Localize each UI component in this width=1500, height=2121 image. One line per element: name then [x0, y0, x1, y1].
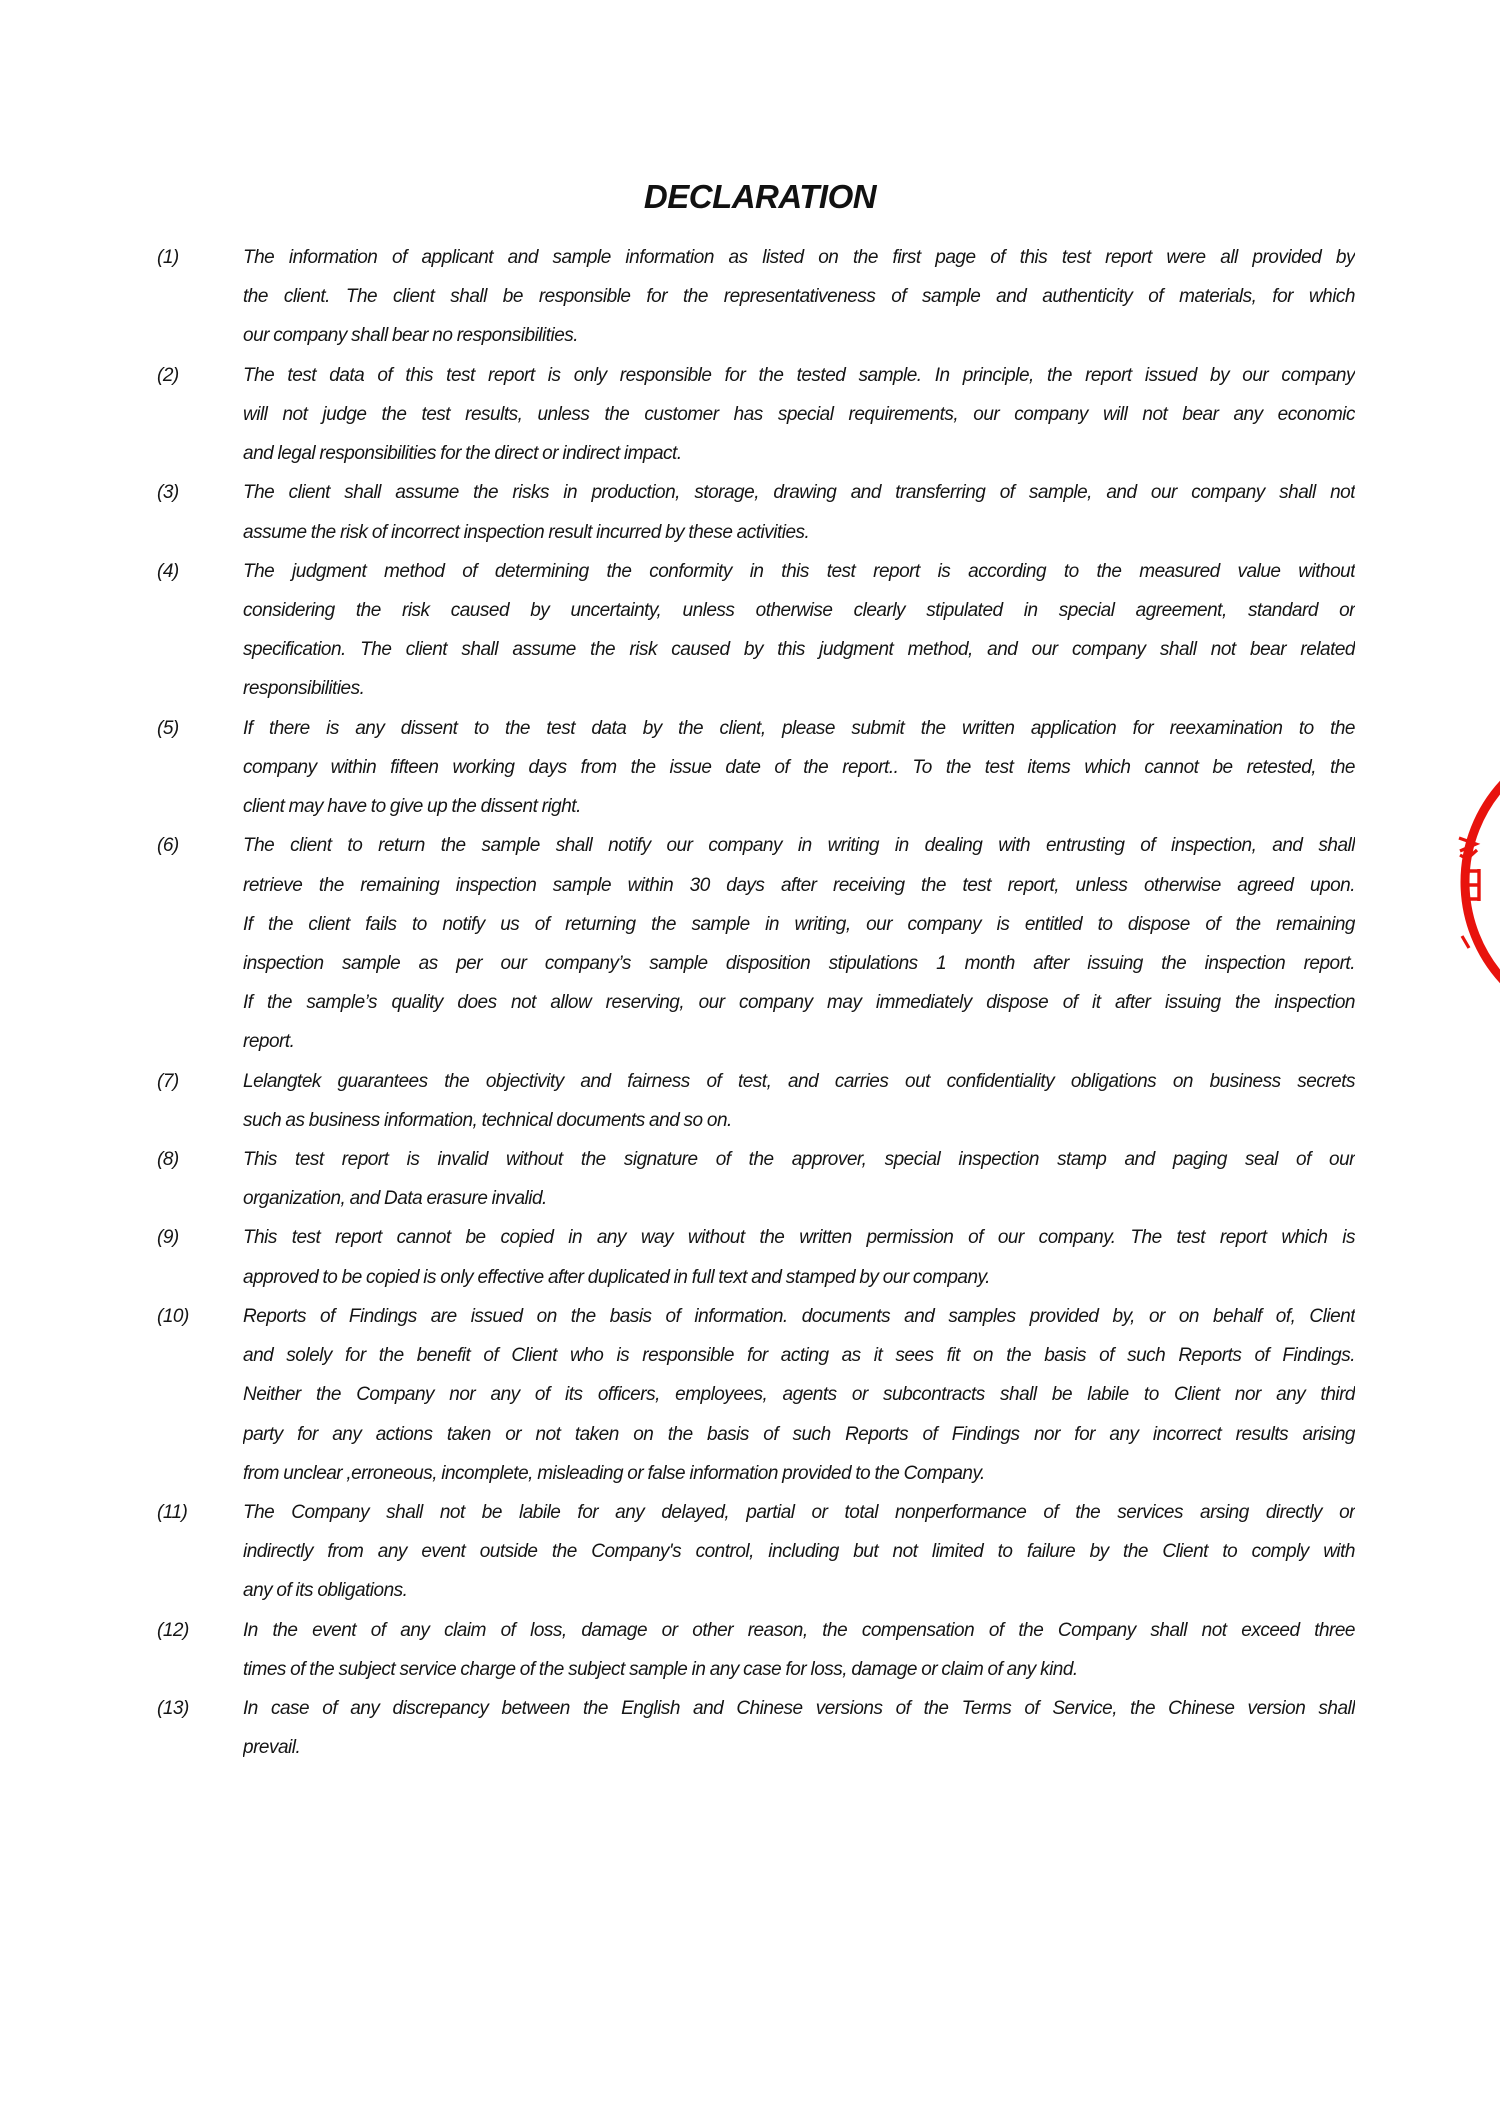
seal-char-fragment-bottom	[1462, 936, 1469, 948]
text-line: Neither the Company nor any of its officers, employees, agents or subcontracts shall be labile to Client nor any third	[243, 1384, 1355, 1406]
text-line: This test report is invalid without the signature of the approver, special inspection stamp and paging seal of our	[243, 1149, 1355, 1171]
declaration-item	[0, 1218, 1500, 1296]
declaration-item	[0, 1297, 1500, 1493]
item-text	[243, 1218, 1355, 1296]
item-number: (11)	[157, 1502, 188, 1523]
text-line: prevail.	[243, 1737, 301, 1759]
declaration-item	[0, 1062, 1500, 1140]
item-text	[243, 1493, 1355, 1611]
item-text	[243, 552, 1355, 709]
declaration-item	[0, 1689, 1500, 1767]
item-number: (10)	[157, 1305, 189, 1327]
item-text	[243, 826, 1355, 1061]
text-line: The judgment method of determining the conformity in this test report is according to the measured value without	[243, 560, 1355, 582]
item-number: (3)	[157, 482, 179, 504]
item-number: (9)	[157, 1227, 179, 1249]
text-line: The information of applicant and sample information as listed on the first page of this test report were all provided by	[243, 247, 1355, 268]
text-line: client may have to give up the dissent right.	[243, 796, 581, 818]
seal-ring	[1465, 778, 1500, 988]
item-number: (5)	[157, 717, 179, 739]
text-line: such as business information, technical documents and so on.	[243, 1109, 732, 1131]
text-line: In the event of any claim of loss, damage or other reason, the compensation of the Company shall not exceed three	[243, 1619, 1355, 1641]
item-number: (12)	[157, 1619, 189, 1641]
text-line: company within fifteen working days from the issue date of the report.. To the test items which cannot be retested, the	[243, 756, 1355, 778]
text-line: The client to return the sample shall notify our company in writing in dealing with entrusting of inspection, and shall	[243, 835, 1355, 857]
text-line: organization, and Data erasure invalid.	[243, 1188, 547, 1210]
text-line: our company shall bear no responsibilities.	[243, 325, 579, 347]
item-number: (13)	[157, 1698, 189, 1720]
item-text	[243, 1689, 1355, 1767]
text-line: The client shall assume the risks in production, storage, drawing and transferring of sample, and our company shall not	[243, 482, 1355, 504]
text-line: considering the risk caused by uncertainty, unless otherwise clearly stipulated in special agreement, standard or	[243, 599, 1355, 621]
item-number: (4)	[157, 560, 179, 582]
item-number: (6)	[157, 835, 179, 857]
item-text	[243, 238, 1355, 356]
text-line: approved to be copied is only effective after duplicated in full text and stamped by our company.	[243, 1266, 990, 1288]
item-text	[243, 1611, 1355, 1689]
item-text	[243, 709, 1355, 827]
text-line: The test data of this test report is only responsible for the tested sample. In principle, the report issued by our company	[243, 364, 1355, 386]
text-line: Reports of Findings are issued on the basis of information. documents and samples provided by, or on behalf of, Client	[243, 1305, 1355, 1327]
item-number: (8)	[157, 1149, 179, 1171]
declaration-item	[0, 473, 1500, 551]
item-number: (2)	[157, 364, 179, 386]
item-number: (1)	[157, 247, 179, 268]
text-line: The Company shall not be labile for any delayed, partial or total nonperformance of the services arsing directly or	[243, 1502, 1355, 1523]
red-seal-stamp	[1452, 778, 1500, 988]
item-text	[243, 473, 1355, 551]
item-text	[243, 356, 1355, 474]
declaration-item	[0, 552, 1500, 709]
declaration-item	[0, 709, 1500, 827]
page-title: DECLARATION	[643, 178, 877, 215]
text-line: If the client fails to notify us of returning the sample in writing, our company is entitled to dispose of the remaining	[243, 913, 1355, 935]
text-line: specification. The client shall assume the risk caused by this judgment method, and our company shall not bear related	[243, 639, 1355, 661]
seal-arc-graphic	[1452, 778, 1500, 988]
text-line: This test report cannot be copied in any way without the written permission of our company. The test report which is	[243, 1227, 1355, 1249]
declaration-item	[0, 1493, 1500, 1611]
text-line: retrieve the remaining inspection sample within 30 days after receiving the test report, unless otherwise agreed upon.	[243, 874, 1355, 896]
text-line: and legal responsibilities for the direct or indirect impact.	[243, 443, 682, 465]
text-line: from unclear ,erroneous, incomplete, misleading or false information provided to the Company.	[243, 1462, 985, 1484]
text-line: In case of any discrepancy between the English and Chinese versions of the Terms of Service, the Chinese version shall	[243, 1698, 1355, 1720]
declaration-item	[0, 1140, 1500, 1218]
text-line: and solely for the benefit of Client who is responsible for acting as it sees fit on the basis of such Reports of Findings.	[243, 1345, 1355, 1367]
declaration-item	[0, 238, 1500, 356]
text-line: responsibilities.	[243, 678, 365, 700]
text-line: inspection sample as per our company’s sample disposition stipulations 1 month after issuing the inspection report.	[243, 952, 1355, 974]
declaration-item	[0, 826, 1500, 1061]
text-line: assume the risk of incorrect inspection result incurred by these activities.	[243, 521, 810, 543]
declaration-item	[0, 356, 1500, 474]
text-line: the client. The client shall be responsible for the representativeness of sample and authenticity of materials, for which	[243, 286, 1355, 308]
item-text	[243, 1297, 1355, 1493]
text-line: If there is any dissent to the test data by the client, please submit the written application for reexamination to the	[243, 717, 1355, 739]
item-text	[243, 1140, 1355, 1218]
declaration-item	[0, 1611, 1500, 1689]
text-line: report.	[243, 1031, 295, 1053]
item-number: (7)	[157, 1070, 179, 1092]
item-text	[243, 1062, 1355, 1140]
declaration-list	[0, 238, 1500, 1768]
text-line: indirectly from any event outside the Company's control, including but not limited to failure by the Client to comply with	[243, 1541, 1355, 1563]
text-line: party for any actions taken or not taken on the basis of such Reports of Findings nor for any incorrect results arising	[243, 1423, 1355, 1445]
text-line: Lelangtek guarantees the objectivity and fairness of test, and carries out confidentiality obligations on business secrets	[243, 1070, 1355, 1092]
text-line: If the sample’s quality does not allow reserving, our company may immediately dispose of it after issuing the inspection	[243, 992, 1355, 1014]
text-line: times of the subject service charge of the subject sample in any case for loss, damage or claim of any kind.	[243, 1658, 1078, 1680]
text-line: any of its obligations.	[243, 1580, 408, 1602]
text-line: will not judge the test results, unless the customer has special requirements, our company will not bear any economic	[243, 403, 1355, 425]
